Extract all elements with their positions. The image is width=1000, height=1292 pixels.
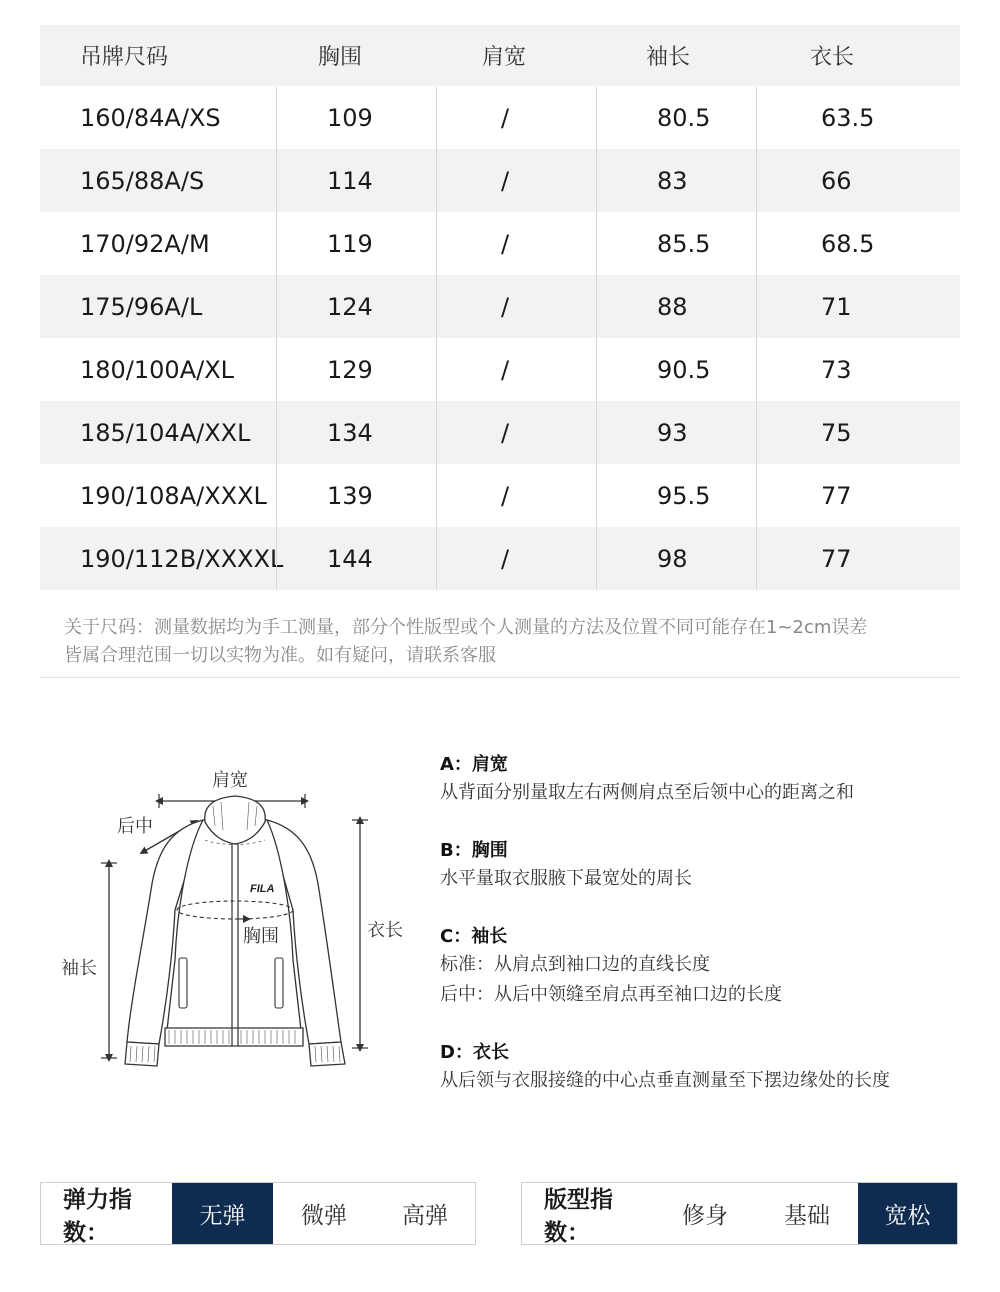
cell-length: 77: [756, 527, 960, 590]
note-line-2: 皆属合理范围一切以实物为准。如有疑问，请联系客服: [64, 645, 496, 666]
jacket-illustration: [55, 760, 415, 1080]
elasticity-index: [40, 1182, 476, 1245]
fit-option-loose[interactable]: 宽松: [858, 1183, 957, 1244]
elasticity-option-high[interactable]: 高弹: [402, 1203, 448, 1229]
label-sleeve: 袖长: [61, 958, 97, 979]
table-row: [40, 527, 960, 590]
cell-size: 165/88A/S: [80, 166, 205, 195]
cell-sleeve: 85.5: [596, 212, 756, 275]
cell-length: 66: [756, 149, 960, 212]
cell-size: 185/104A/XXL: [80, 418, 251, 447]
cell-shoulder: /: [436, 86, 596, 149]
cell-size: 175/96A/L: [80, 292, 203, 321]
cell-shoulder: /: [436, 275, 596, 338]
cell-length: 73: [756, 338, 960, 401]
definition-text: 后中：从后中领缝至肩点再至袖口边的长度: [440, 984, 782, 1005]
cell-size: 180/100A/XL: [80, 355, 235, 384]
elasticity-option-none[interactable]: 无弹: [172, 1183, 273, 1244]
cell-chest: 129: [276, 338, 436, 401]
fit-index: [521, 1182, 958, 1245]
cell-chest: 114: [276, 149, 436, 212]
cell-size: 160/84A/XS: [80, 103, 221, 132]
definition-text: 从后领与衣服接缝的中心点垂直测量至下摆边缘处的长度: [440, 1070, 890, 1091]
cell-sleeve: 98: [596, 527, 756, 590]
definition-sleeve: [440, 924, 970, 1010]
measurement-definitions: [440, 752, 970, 1126]
elasticity-option-slight[interactable]: 微弹: [301, 1203, 347, 1229]
note-line-1: 关于尺码：测量数据均为手工测量，部分个性版型或个人测量的方法及位置不同可能存在1~2cm误差: [64, 617, 868, 638]
cell-sleeve: 80.5: [596, 86, 756, 149]
cell-length: 71: [756, 275, 960, 338]
definition-title: B：胸围: [440, 840, 508, 861]
definition-shoulder: [440, 752, 970, 808]
cell-chest: 144: [276, 527, 436, 590]
definition-text: 从背面分别量取左右两侧肩点至后领中心的距离之和: [440, 782, 854, 803]
cell-chest: 109: [276, 86, 436, 149]
table-row: [40, 149, 960, 212]
cell-chest: 119: [276, 212, 436, 275]
cell-length: 68.5: [756, 212, 960, 275]
definition-text: 水平量取衣服腋下最宽处的周长: [440, 868, 692, 889]
table-row: [40, 86, 960, 149]
fit-option-regular[interactable]: 基础: [784, 1203, 830, 1229]
cell-shoulder: /: [436, 338, 596, 401]
cell-chest: 124: [276, 275, 436, 338]
fila-logo: FILA: [250, 883, 275, 895]
definition-title: D：衣长: [440, 1042, 509, 1063]
table-row: [40, 338, 960, 401]
cell-sleeve: 93: [596, 401, 756, 464]
definition-chest: [440, 838, 970, 894]
cell-chest: 134: [276, 401, 436, 464]
elasticity-title: 弹力指数：: [63, 1186, 132, 1246]
cell-shoulder: /: [436, 464, 596, 527]
cell-shoulder: /: [436, 401, 596, 464]
label-length: 衣长: [367, 920, 403, 941]
cell-size: 190/108A/XXXL: [80, 481, 267, 510]
cell-shoulder: /: [436, 149, 596, 212]
table-row: [40, 401, 960, 464]
table-row: [40, 275, 960, 338]
label-chest: 胸围: [243, 926, 279, 947]
jacket-diagram: [55, 760, 415, 1080]
definition-text: 标准：从肩点到袖口边的直线长度: [440, 954, 710, 975]
cell-shoulder: /: [436, 527, 596, 590]
header-chest: 胸围: [318, 45, 363, 70]
cell-chest: 139: [276, 464, 436, 527]
header-sleeve: 袖长: [646, 45, 691, 70]
cell-sleeve: 90.5: [596, 338, 756, 401]
fit-option-slim[interactable]: 修身: [682, 1203, 728, 1229]
definition-title: C：袖长: [440, 926, 508, 947]
label-shoulder: 肩宽: [212, 770, 248, 791]
cell-length: 75: [756, 401, 960, 464]
definition-length: [440, 1040, 970, 1096]
header-shoulder: 肩宽: [482, 45, 527, 70]
definition-title: A：肩宽: [440, 754, 508, 775]
table-row: [40, 464, 960, 527]
cell-size: 190/112B/XXXXL: [80, 544, 284, 573]
cell-shoulder: /: [436, 212, 596, 275]
fit-title: 版型指数：: [544, 1186, 613, 1246]
header-tag-size: 吊牌尺码: [80, 45, 169, 70]
cell-size: 170/92A/M: [80, 229, 210, 258]
table-row: [40, 212, 960, 275]
label-back-center: 后中: [117, 816, 153, 837]
cell-sleeve: 95.5: [596, 464, 756, 527]
divider: [40, 677, 960, 678]
header-length: 衣长: [810, 45, 855, 70]
cell-sleeve: 88: [596, 275, 756, 338]
table-header-row: [40, 25, 960, 86]
cell-sleeve: 83: [596, 149, 756, 212]
measurement-note: [64, 614, 964, 670]
cell-length: 63.5: [756, 86, 960, 149]
size-table: [40, 25, 960, 590]
cell-length: 77: [756, 464, 960, 527]
